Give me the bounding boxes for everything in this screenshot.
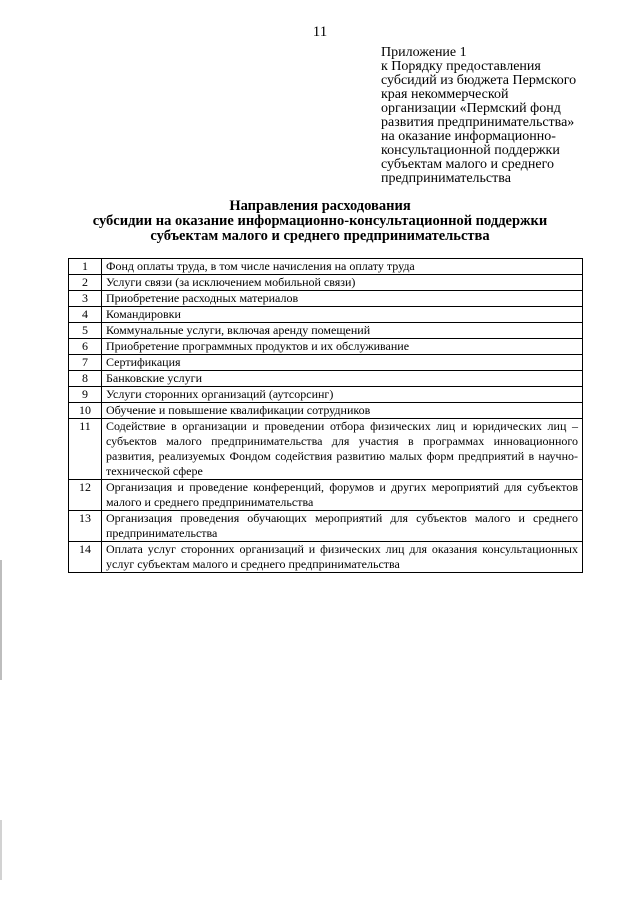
row-number: 13 <box>69 511 102 542</box>
title-line: субъектам малого и среднего предпринимательства <box>150 228 490 244</box>
appendix-line: субъектам малого и среднего <box>381 157 554 172</box>
row-text: Содействие в организации и проведении отбора физических лиц и юридических лиц – субъектов малого предпринимательства для участия в программах инновационного развития, реализуемых Фондом содействия развитию малых форм предприятий в научно-технической сфере <box>102 419 583 480</box>
table-row <box>69 291 583 307</box>
scan-edge-shadow <box>0 560 2 680</box>
row-text: Организация проведения обучающих мероприятий для субъектов малого и среднего предпринимательства <box>102 511 583 542</box>
table-row <box>69 419 583 480</box>
table-row <box>69 323 583 339</box>
row-text: Организация и проведение конференций, форумов и других мероприятий для субъектов малого и среднего предпринимательства <box>102 480 583 511</box>
row-number: 10 <box>69 403 102 419</box>
document-title <box>60 199 580 244</box>
row-text: Фонд оплаты труда, в том числе начисления на оплату труда <box>102 259 583 275</box>
table-row <box>69 480 583 511</box>
appendix-line: субсидий из бюджета Пермского <box>381 73 577 88</box>
table-row <box>69 307 583 323</box>
table-row <box>69 275 583 291</box>
row-text: Сертификация <box>102 355 583 371</box>
row-text: Командировки <box>102 307 583 323</box>
appendix-line: организации «Пермский фонд <box>381 101 561 116</box>
table-row <box>69 259 583 275</box>
row-number: 5 <box>69 323 102 339</box>
table-row <box>69 355 583 371</box>
row-number: 14 <box>69 542 102 573</box>
row-text: Приобретение расходных материалов <box>102 291 583 307</box>
row-number: 1 <box>69 259 102 275</box>
row-text: Оплата услуг сторонних организаций и физических лиц для оказания консультационных услуг субъектам малого и среднего предпринимательства <box>102 542 583 573</box>
row-number: 4 <box>69 307 102 323</box>
row-number: 6 <box>69 339 102 355</box>
table-row <box>69 387 583 403</box>
title-line: субсидии на оказание информационно-консультационной поддержки <box>92 213 548 229</box>
table-row <box>69 542 583 573</box>
table-row <box>69 339 583 355</box>
expense-directions-table <box>68 258 583 573</box>
row-number: 12 <box>69 480 102 511</box>
appendix-line: к Порядку предоставления <box>381 59 541 74</box>
appendix-line: края некоммерческой <box>381 87 509 102</box>
page-number: 11 <box>312 24 328 40</box>
appendix-line: Приложение 1 <box>381 45 467 60</box>
row-text: Приобретение программных продуктов и их обслуживание <box>102 339 583 355</box>
row-number: 3 <box>69 291 102 307</box>
title-line: Направления расходования <box>229 198 411 214</box>
table-row <box>69 371 583 387</box>
table-row <box>69 403 583 419</box>
row-number: 7 <box>69 355 102 371</box>
row-number: 9 <box>69 387 102 403</box>
row-text: Банковские услуги <box>102 371 583 387</box>
scan-edge-shadow <box>0 820 2 880</box>
appendix-note <box>381 46 621 186</box>
row-text: Услуги сторонних организаций (аутсорсинг) <box>102 387 583 403</box>
appendix-line: развития предпринимательства» <box>381 115 575 130</box>
row-number: 8 <box>69 371 102 387</box>
row-text: Обучение и повышение квалификации сотрудников <box>102 403 583 419</box>
row-number: 11 <box>69 419 102 480</box>
appendix-line: на оказание информационно- <box>381 129 556 144</box>
row-text: Коммунальные услуги, включая аренду помещений <box>102 323 583 339</box>
appendix-line: консультационной поддержки <box>381 143 560 158</box>
row-number: 2 <box>69 275 102 291</box>
table-row <box>69 511 583 542</box>
row-text: Услуги связи (за исключением мобильной связи) <box>102 275 583 291</box>
appendix-line: предпринимательства <box>381 171 511 186</box>
